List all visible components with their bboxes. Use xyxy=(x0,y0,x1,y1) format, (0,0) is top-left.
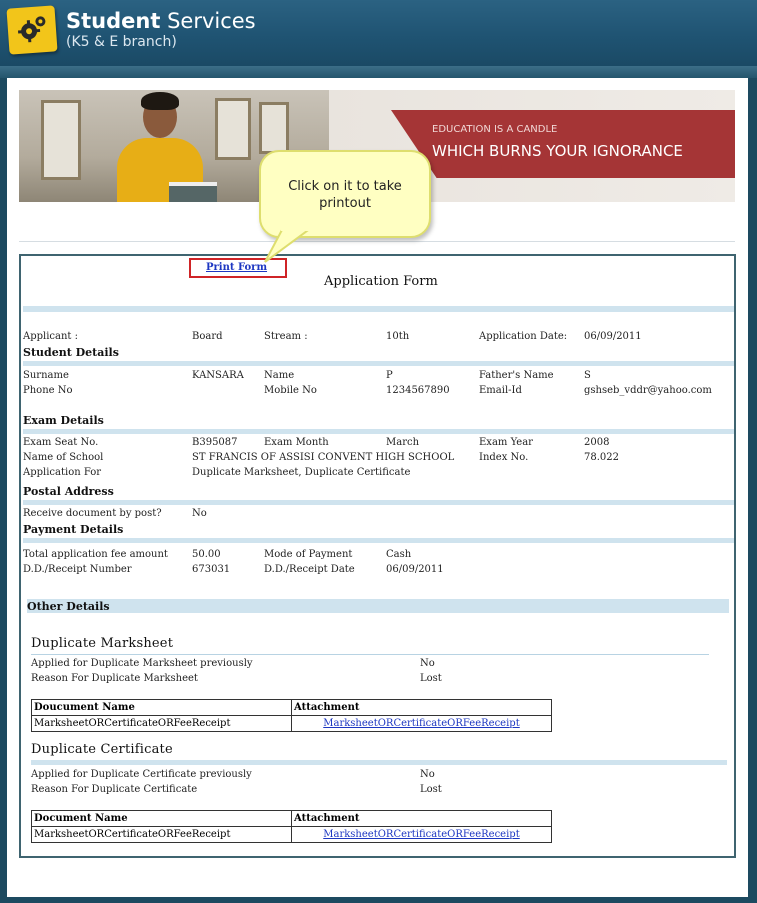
print-form-link[interactable]: Print Form xyxy=(189,258,287,278)
certificate-previous-value: No xyxy=(420,769,435,780)
attachment-link[interactable]: MarksheetORCertificateORFeeReceipt xyxy=(292,827,552,843)
applicant-label: Applicant : xyxy=(23,331,78,342)
application-date-value: 06/09/2011 xyxy=(584,331,642,342)
postal-address-heading: Postal Address xyxy=(23,485,114,498)
stream-label: Stream : xyxy=(264,331,308,342)
form-title: Application Form xyxy=(324,274,438,289)
post-label: Receive document by post? xyxy=(23,508,162,519)
column-attachment: Attachment xyxy=(292,700,552,716)
payment-details-heading: Payment Details xyxy=(23,523,124,536)
table-row xyxy=(32,827,552,843)
post-value: No xyxy=(192,508,207,519)
attachment-link[interactable]: MarksheetORCertificateORFeeReceipt xyxy=(292,716,552,732)
surname-label: Surname xyxy=(23,370,69,381)
name-value: P xyxy=(386,370,393,381)
stream-value: 10th xyxy=(386,331,410,342)
app-subtitle: (K5 & E branch) xyxy=(66,34,177,50)
column-attachment: Attachment xyxy=(292,811,552,827)
fee-label: Total application fee amount xyxy=(23,549,168,560)
document-name-cell: MarksheetORCertificateORFeeReceipt xyxy=(32,716,292,732)
exam-month-label: Exam Month xyxy=(264,437,329,448)
header-strip xyxy=(0,66,757,78)
phone-label: Phone No xyxy=(23,385,73,396)
application-for-label: Application For xyxy=(23,467,102,478)
other-details-bar xyxy=(27,599,729,613)
certificate-attachments-table xyxy=(31,810,552,843)
exam-year-value: 2008 xyxy=(584,437,610,448)
receipt-date-value: 06/09/2011 xyxy=(386,564,444,575)
quote-line-2: WHICH BURNS YOUR IGNORANCE xyxy=(432,142,683,160)
student-details-heading: Student Details xyxy=(23,346,119,359)
receipt-number-label: D.D./Receipt Number xyxy=(23,564,132,575)
books-icon xyxy=(169,182,217,202)
marksheet-previous-label: Applied for Duplicate Marksheet previously xyxy=(31,658,253,669)
father-name-label: Father's Name xyxy=(479,370,554,381)
payment-mode-label: Mode of Payment xyxy=(264,549,353,560)
application-for-value: Duplicate Marksheet, Duplicate Certificate xyxy=(192,467,411,478)
student-services-logo-icon xyxy=(6,5,57,54)
duplicate-marksheet-heading: Duplicate Marksheet xyxy=(31,636,174,651)
father-name-value: S xyxy=(584,370,591,381)
column-document-name: Doucument Name xyxy=(32,700,292,716)
quote-line-1: EDUCATION IS A CANDLE xyxy=(432,124,558,135)
exam-seat-label: Exam Seat No. xyxy=(23,437,99,448)
board-label: Board xyxy=(192,331,223,342)
page-content xyxy=(7,78,748,897)
index-label: Index No. xyxy=(479,452,529,463)
marksheet-reason-label: Reason For Duplicate Marksheet xyxy=(31,673,198,684)
app-title: Student Services xyxy=(66,9,256,33)
name-label: Name xyxy=(264,370,295,381)
mobile-label: Mobile No xyxy=(264,385,317,396)
app-header xyxy=(0,0,757,68)
certificate-reason-value: Lost xyxy=(420,784,442,795)
school-label: Name of School xyxy=(23,452,104,463)
marksheet-reason-value: Lost xyxy=(420,673,442,684)
exam-month-value: March xyxy=(386,437,420,448)
mobile-value: 1234567890 xyxy=(386,385,450,396)
payment-mode-value: Cash xyxy=(386,549,412,560)
fee-value: 50.00 xyxy=(192,549,221,560)
exam-seat-value: B395087 xyxy=(192,437,238,448)
certificate-previous-label: Applied for Duplicate Certificate previously xyxy=(31,769,252,780)
other-details-heading: Other Details xyxy=(27,600,110,613)
exam-details-heading: Exam Details xyxy=(23,414,104,427)
receipt-number-value: 673031 xyxy=(192,564,231,575)
marksheet-previous-value: No xyxy=(420,658,435,669)
certificate-reason-label: Reason For Duplicate Certificate xyxy=(31,784,198,795)
column-document-name: Document Name xyxy=(32,811,292,827)
duplicate-certificate-heading: Duplicate Certificate xyxy=(31,742,173,757)
school-value: ST FRANCIS OF ASSISI CONVENT HIGH SCHOOL xyxy=(192,452,455,463)
email-value: gshseb_vddr@yahoo.com xyxy=(584,385,712,396)
table-row xyxy=(32,716,552,732)
marksheet-attachments-table xyxy=(31,699,552,732)
surname-value: KANSARA xyxy=(192,370,244,381)
document-name-cell: MarksheetORCertificateORFeeReceipt xyxy=(32,827,292,843)
email-label: Email-Id xyxy=(479,385,522,396)
exam-year-label: Exam Year xyxy=(479,437,533,448)
print-callout: Click on it to take printout xyxy=(259,150,431,238)
receipt-date-label: D.D./Receipt Date xyxy=(264,564,355,575)
application-date-label: Application Date: xyxy=(479,331,568,342)
callout-pointer-icon xyxy=(263,228,323,268)
application-form xyxy=(19,254,736,858)
index-value: 78.022 xyxy=(584,452,619,463)
divider xyxy=(19,241,735,242)
